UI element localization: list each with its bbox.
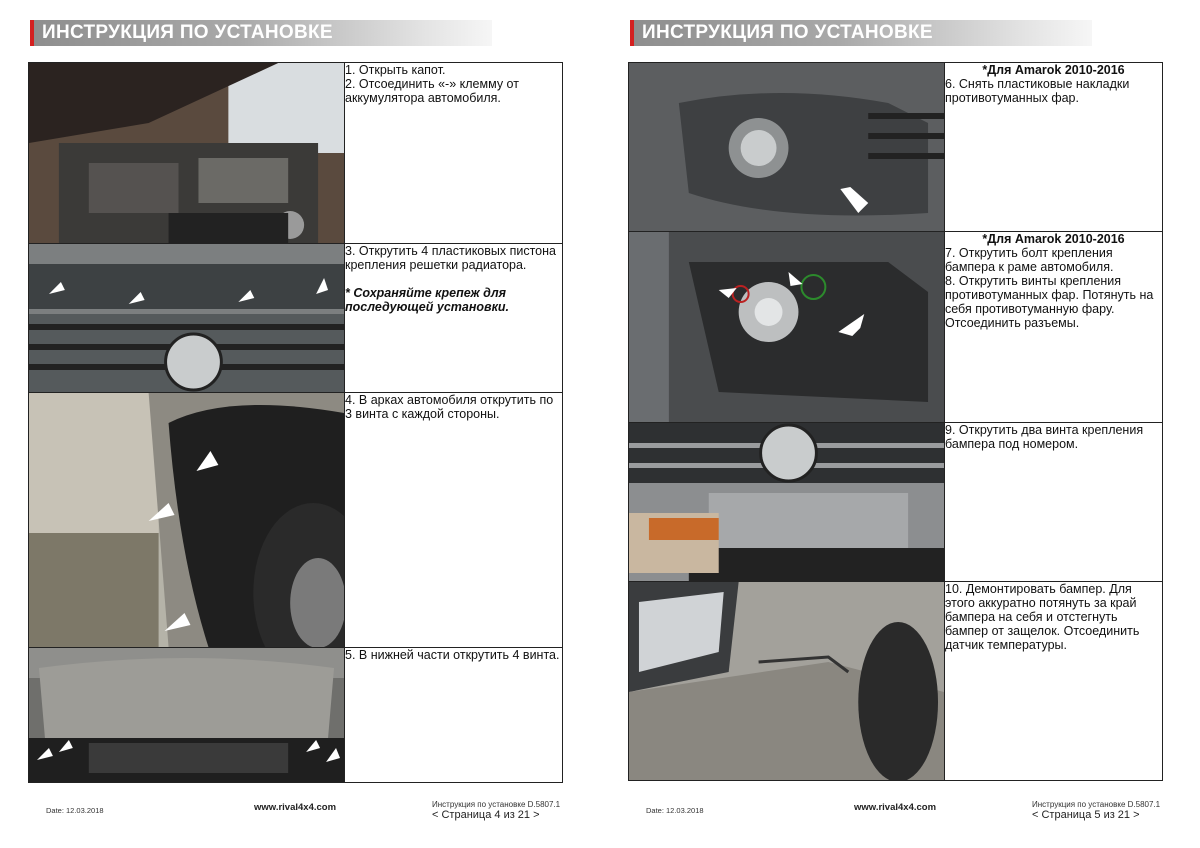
step-line: 8. Открутить винты крепления противотуманных фар. Потянуть на себя противотуманную фару. Отсоединить разъемы.: [945, 274, 1154, 330]
step-line: 5. В нижней части открутить 4 винта.: [345, 648, 560, 662]
step-photo-cell: [629, 232, 945, 423]
step-line: 3. Открутить 4 пластиковых пистона крепления решетки радиатора.: [345, 244, 556, 272]
step-row: [29, 648, 563, 783]
steps-table: [628, 62, 1163, 781]
wheel-arch-photo: [29, 393, 344, 647]
step-row: [629, 423, 1163, 582]
footer-document-ref: Инструкция по установке D.5807.1: [1032, 800, 1161, 809]
step-line: 10. Демонтировать бампер. Для этого аккуратно потянуть за край бампера на себя и отстегнуть бампер от защелок. Отсоединить датчик температуры.: [945, 582, 1140, 652]
engine-bay-photo: [29, 63, 344, 243]
step-row: [29, 63, 563, 244]
step-photo-cell: [629, 63, 945, 232]
footer-page-number: < Страница 4 из 21 >: [432, 809, 540, 821]
step-text-cell: [945, 582, 1163, 781]
step-photo-cell: [29, 63, 345, 244]
step-line: 9. Открутить два винта крепления бампера под номером.: [945, 423, 1144, 451]
fog-light-bolts-photo: [629, 232, 944, 422]
footer-page-number: < Страница 5 из 21 >: [1032, 809, 1140, 821]
step-line: 2. Отсоединить «-» клемму от аккумулятора автомобиля.: [345, 77, 519, 105]
step-line: 4. В арках автомобиля открутить по 3 винта с каждой стороны.: [345, 393, 554, 421]
bumper-removal-photo: [629, 582, 944, 780]
step-text-cell: [345, 63, 563, 244]
step-text-cell: [945, 63, 1163, 232]
step-photo-cell: [29, 393, 345, 648]
license-plate-screws-photo: [629, 423, 944, 581]
step-line: 1. Открыть капот.: [345, 63, 446, 77]
step-photo-cell: [629, 423, 945, 582]
step-line: 7. Открутить болт крепления бампера к раме автомобиля.: [945, 246, 1114, 274]
page-header: ИНСТРУКЦИЯ ПО УСТАНОВКЕ: [630, 20, 1092, 46]
step-row: [29, 244, 563, 393]
footer-date: Date: 12.03.2018: [46, 806, 104, 815]
footer-document-ref: Инструкция по установке D.5807.1: [432, 800, 561, 809]
step-row: [29, 393, 563, 648]
step-photo-cell: [29, 648, 345, 783]
steps-table: [28, 62, 563, 783]
step-title: *Для Amarok 2010-2016: [982, 63, 1125, 77]
step-row: [629, 232, 1163, 423]
fog-light-cover-photo: [629, 63, 944, 231]
step-text-cell: [345, 244, 563, 393]
step-note: * Сохраняйте крепеж для последующей установки.: [345, 286, 510, 314]
footer-website-link[interactable]: www.rival4x4.com: [254, 802, 337, 813]
page-header: ИНСТРУКЦИЯ ПО УСТАНОВКЕ: [30, 20, 492, 46]
step-text-cell: [945, 232, 1163, 423]
step-photo-cell: [629, 582, 945, 781]
step-text-cell: [345, 393, 563, 648]
step-row: [629, 63, 1163, 232]
underbody-photo: [29, 648, 344, 782]
radiator-grille-photo: [29, 244, 344, 392]
footer-date: Date: 12.03.2018: [646, 806, 704, 815]
step-text-cell: [945, 423, 1163, 582]
page-5: [600, 0, 1200, 848]
step-title: *Для Amarok 2010-2016: [982, 232, 1125, 246]
footer-website-link[interactable]: www.rival4x4.com: [854, 802, 937, 813]
step-row: [629, 582, 1163, 781]
step-photo-cell: [29, 244, 345, 393]
step-line: 6. Снять пластиковые накладки противотуманных фар.: [945, 77, 1130, 105]
step-text-cell: [345, 648, 563, 783]
